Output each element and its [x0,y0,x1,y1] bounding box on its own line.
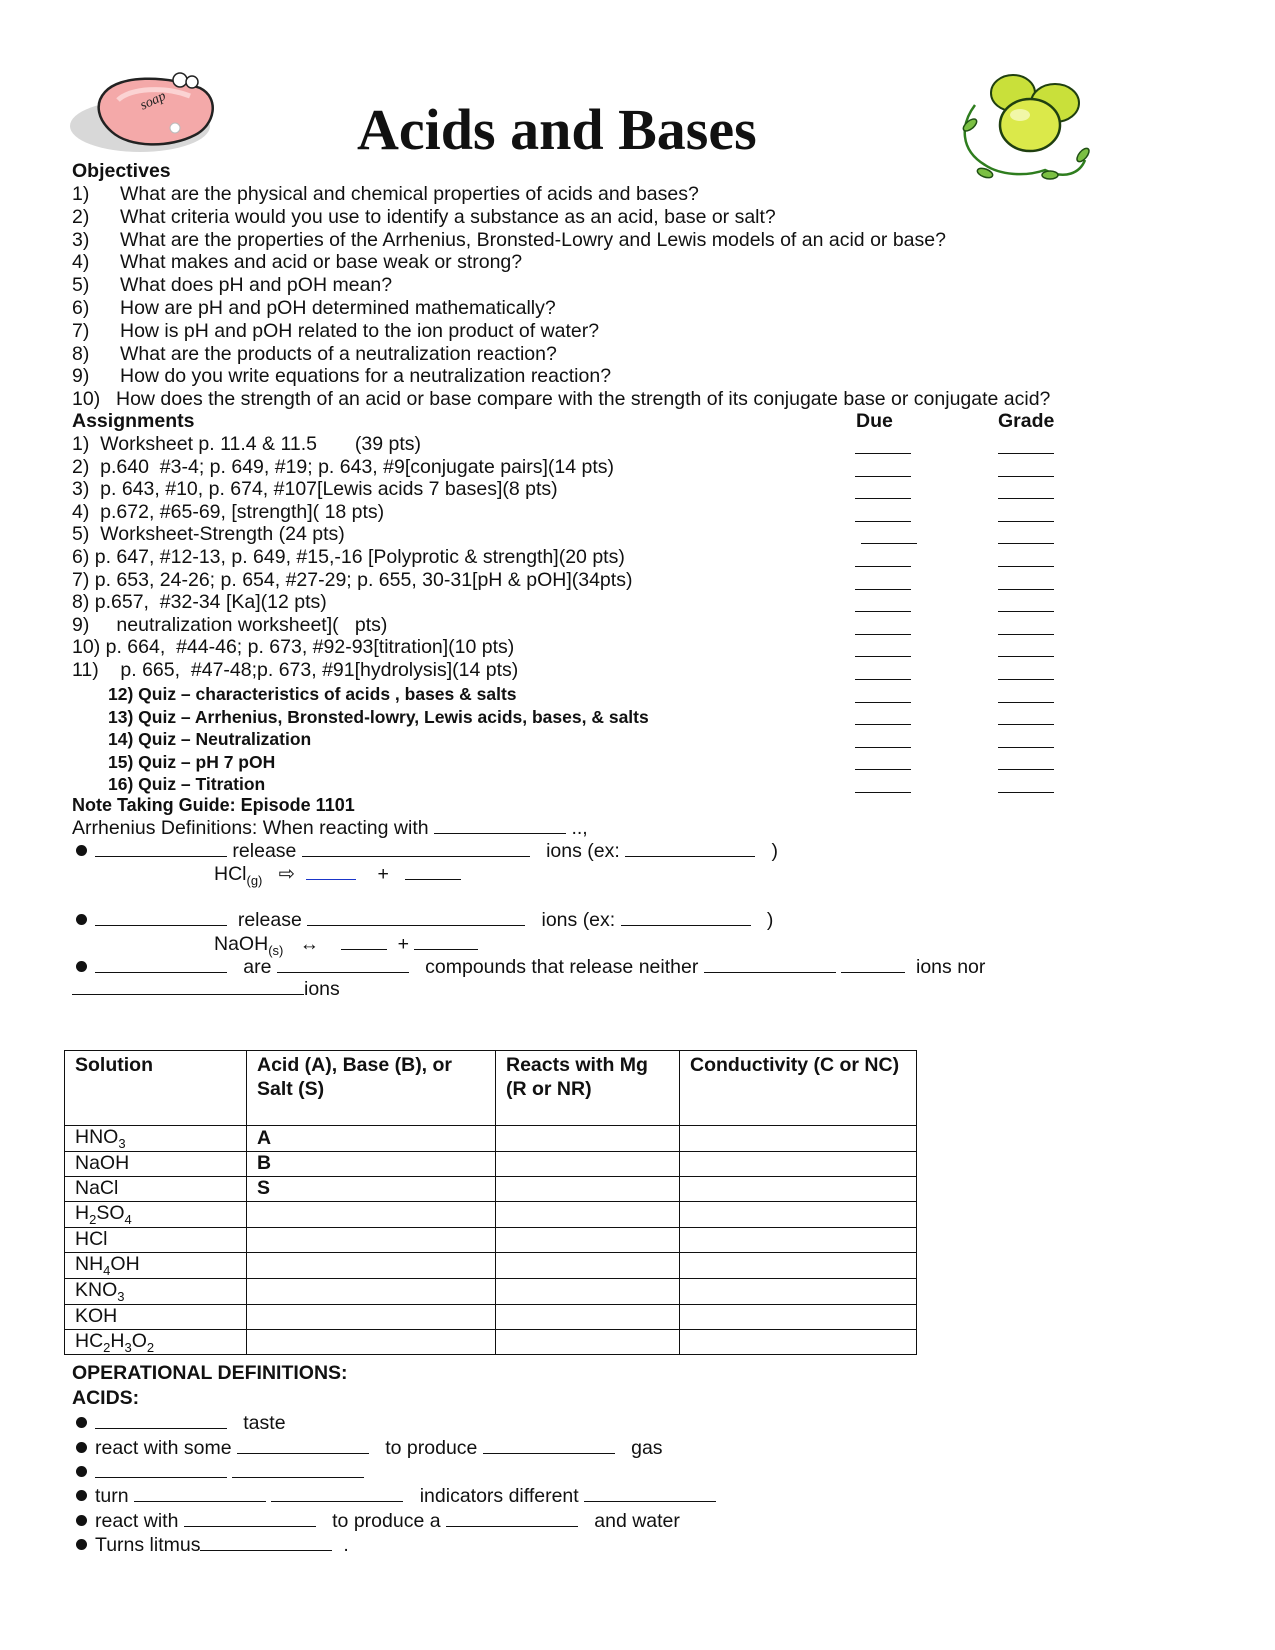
due-blank[interactable] [855,724,911,725]
fill-blank[interactable] [271,1484,403,1502]
fill-blank[interactable] [584,1484,716,1502]
assignment-item: 5) Worksheet-Strength (24 pts) [72,523,345,546]
due-blank[interactable] [855,521,911,522]
fill-blank[interactable] [277,955,409,973]
fill-blank[interactable] [95,908,227,926]
answer-cell[interactable]: S [247,1176,496,1201]
fill-blank[interactable] [200,1533,332,1551]
grade-blank[interactable] [998,611,1054,612]
grade-blank[interactable] [998,453,1054,454]
due-blank[interactable] [855,453,911,454]
objective-item: 8) What are the products of a neutralization reaction? [72,342,557,365]
grade-blank[interactable] [998,769,1054,770]
solution-cell: HCl [65,1227,247,1252]
objective-item: 6) How are pH and pOH determined mathematically? [72,296,556,319]
mg-cell[interactable] [496,1252,680,1278]
conductivity-cell[interactable] [680,1126,917,1152]
fill-blank[interactable] [841,955,905,973]
due-blank[interactable] [855,611,911,612]
table-row [65,1329,917,1355]
due-blank[interactable] [855,656,911,657]
assignment-item: 7) p. 653, 24-26; p. 654, #27-29; p. 655, 30-31[pH & pOH](34pts) [72,568,633,591]
conductivity-cell[interactable] [680,1329,917,1355]
solution-cell: $H_2SO_4$ [65,1201,247,1227]
quiz-item: 12) Quiz – characteristics of acids , bases & salts [108,684,517,704]
conductivity-cell[interactable] [680,1176,917,1201]
acid-property-line: react with some to produce gas [76,1436,663,1460]
quiz-item: 16) Quiz – Titration [108,774,266,795]
objective-item: 4) What makes and acid or base weak or strong? [72,251,523,274]
header-solution: Solution [65,1051,247,1126]
mg-cell[interactable] [496,1151,680,1176]
fill-blank[interactable] [95,955,227,973]
grade-blank[interactable] [998,702,1054,703]
salt-definition-continued: ions [72,977,340,1001]
bullet-icon [76,1442,87,1453]
fill-blank[interactable] [434,816,566,834]
bullet-icon [76,1539,87,1550]
grade-blank[interactable] [998,747,1054,748]
fill-blank[interactable] [95,1411,227,1429]
grade-blank[interactable] [998,679,1054,680]
due-blank[interactable] [855,498,911,499]
objectives-heading: Objectives [72,160,171,182]
answer-cell[interactable]: A [247,1126,496,1152]
grade-column-label: Grade [998,410,1055,432]
page-title: Acids and Bases [357,97,757,162]
assignment-item: 10) p. 664, #44-46; p. 673, #92-93[titration](10 pts) [72,636,515,659]
assignment-item: 4) p.672, #65-69, [strength]( 18 pts) [72,500,385,523]
double-arrow-icon: ↔ [299,933,320,955]
fill-blank[interactable] [341,932,387,950]
mg-cell[interactable] [496,1227,680,1252]
due-blank[interactable] [855,792,911,793]
bullet-icon [76,1466,87,1477]
fill-blank[interactable] [306,862,356,880]
fill-blank[interactable] [621,908,751,926]
assignment-item: 6) p. 647, #12-13, p. 649, #15,-16 [Polyprotic & strength](20 pts) [72,545,625,568]
table-row [65,1227,917,1252]
grade-blank[interactable] [998,498,1054,499]
answer-cell[interactable] [247,1304,496,1329]
answer-cell[interactable] [247,1201,496,1227]
due-blank[interactable] [855,679,911,680]
assignment-item: 9) neutralization worksheet]( pts) [72,613,388,636]
grade-blank[interactable] [998,724,1054,725]
conductivity-cell[interactable] [680,1227,917,1252]
table-row [65,1304,917,1329]
table-row [65,1176,917,1201]
bullet-icon [76,845,87,856]
solution-cell: $NH_4OH$ [65,1252,247,1278]
fill-blank[interactable] [95,1460,227,1478]
conductivity-cell[interactable] [680,1151,917,1176]
assignment-list [72,433,632,682]
answer-cell[interactable] [247,1278,496,1304]
answer-cell[interactable] [247,1329,496,1355]
quiz-list [108,683,649,796]
assignments-heading: Assignments [72,410,195,432]
answer-cell[interactable] [247,1227,496,1252]
salt-definition-line: are compounds that release neither ions nor [76,955,985,979]
grade-blank[interactable] [998,656,1054,657]
grade-blank[interactable] [998,792,1054,793]
conductivity-cell[interactable] [680,1304,917,1329]
fill-blank[interactable] [483,1436,615,1454]
acid-property-line: taste [76,1411,286,1435]
base-definition-line: release ions (ex: ) [76,908,773,932]
grade-blank[interactable] [998,543,1054,544]
due-blank[interactable] [855,702,911,703]
solution-cell: $HC_2H_3O_2$ [65,1329,247,1355]
soap-image [70,70,220,156]
solution-cell: NaOH [65,1151,247,1176]
grade-blank[interactable] [998,566,1054,567]
fill-blank[interactable] [232,1460,364,1478]
objective-item: 7) How is pH and pOH related to the ion product of water? [72,319,600,342]
assignment-item: 3) p. 643, #10, p. 674, #107[Lewis acids 7 bases](8 pts) [72,478,558,501]
conductivity-cell[interactable] [680,1252,917,1278]
header-conductivity: Conductivity (C or NC) [680,1051,917,1126]
table-row [65,1278,917,1304]
table-row [65,1252,917,1278]
quiz-item: 14) Quiz – Neutralization [108,729,312,750]
naoh-equation: NaOH$_{(s)}$ ↔ + [214,932,478,962]
due-blank[interactable] [861,543,917,544]
fill-blank[interactable] [405,862,461,880]
soap-label: soap [137,88,169,114]
classification-table [64,1050,917,1355]
acid-property-line: react with to produce a and water [76,1509,680,1533]
grade-blank[interactable] [998,476,1054,477]
fill-blank[interactable] [302,839,530,857]
solution-cell: $KNO_3$ [65,1278,247,1304]
table-row [65,1126,917,1152]
header-acid-base-salt: Acid (A), Base (B), or Salt (S) [247,1051,496,1126]
acids-subheading: ACIDS: [72,1387,140,1409]
fill-blank[interactable] [95,839,227,857]
objective-item: 9) How do you write equations for a neutralization reaction? [72,365,612,388]
due-blank[interactable] [855,747,911,748]
due-blank[interactable] [855,589,911,590]
table-header-row [65,1051,917,1126]
objective-item: 10) How does the strength of an acid or base compare with the strength of its conjugate base or conjugate acid? [72,388,1051,411]
mg-cell[interactable] [496,1329,680,1355]
bullet-icon [76,914,87,925]
mg-cell[interactable] [496,1126,680,1152]
note-guide-heading: Note Taking Guide: Episode 1101 [72,795,355,815]
objective-item: 5) What does pH and pOH mean? [72,274,393,297]
solution-cell: KOH [65,1304,247,1329]
operational-heading: OPERATIONAL DEFINITIONS: [72,1362,348,1384]
fill-blank[interactable] [237,1436,369,1454]
solution-cell: NaCl [65,1176,247,1201]
mg-cell[interactable] [496,1201,680,1227]
fill-blank[interactable] [625,839,755,857]
conductivity-cell[interactable] [680,1278,917,1304]
table-row [65,1151,917,1176]
solution-cell: $HNO_3$ [65,1126,247,1152]
grade-blank[interactable] [998,589,1054,590]
fill-blank[interactable] [414,932,478,950]
mg-cell[interactable] [496,1304,680,1329]
acid-property-line: Turns litmus . [76,1533,349,1557]
due-blank[interactable] [855,634,911,635]
bullet-icon [76,1515,87,1526]
grade-blank[interactable] [998,634,1054,635]
header-reacts-mg: Reacts with Mg (R or NR) [496,1051,680,1126]
answer-cell[interactable] [247,1252,496,1278]
fill-blank[interactable] [446,1509,578,1527]
arrow-icon: ⇨ [278,863,295,885]
objective-item: 1) What are the physical and chemical properties of acids and bases? [72,183,699,205]
mg-cell[interactable] [496,1278,680,1304]
lemons-image [955,65,1095,185]
bullet-icon [76,961,87,972]
mg-cell[interactable] [496,1176,680,1201]
objective-item: 2) What criteria would you use to identify a substance as an acid, base or salt? [72,205,776,228]
quiz-item: 13) Quiz – Arrhenius, Bronsted-lowry, Lewis acids, bases, & salts [108,706,649,727]
fill-blank[interactable] [184,1509,316,1527]
grade-blank[interactable] [998,521,1054,522]
answer-cell[interactable]: B [247,1151,496,1176]
conductivity-cell[interactable] [680,1201,917,1227]
due-blank[interactable] [855,769,911,770]
acid-property-line: turn indicators different [76,1484,716,1508]
due-blank[interactable] [855,566,911,567]
arrhenius-line: Arrhenius Definitions: When reacting with .., [72,817,588,839]
bullet-icon [76,1417,87,1428]
fill-blank[interactable] [307,908,525,926]
fill-blank[interactable] [72,977,304,995]
due-column-label: Due [856,410,893,432]
fill-blank[interactable] [704,955,836,973]
fill-blank[interactable] [134,1484,266,1502]
objectives-list [72,183,1050,411]
assignment-item: 8) p.657, #32-34 [Ka](12 pts) [72,591,327,614]
table-row [65,1201,917,1227]
due-blank[interactable] [855,476,911,477]
assignment-item: 11) p. 665, #47-48;p. 673, #91[hydrolysis](14 pts) [72,658,519,681]
acid-property-line [76,1460,364,1484]
hcl-equation: HCl$_{(g)}$ ⇨ + [214,862,461,892]
objective-item: 3) What are the properties of the Arrhenius, Bronsted-Lowry and Lewis models of an acid or base? [72,228,946,251]
quiz-item: 15) Quiz – pH 7 pOH [108,751,276,772]
assignment-item: 1) Worksheet p. 11.4 & 11.5 (39 pts) [72,433,422,455]
acid-definition-line: release ions (ex: ) [76,839,778,863]
bullet-icon [76,1490,87,1501]
assignment-item: 2) p.640 #3-4; p. 649, #19; p. 643, #9[conjugate pairs](14 pts) [72,455,615,478]
